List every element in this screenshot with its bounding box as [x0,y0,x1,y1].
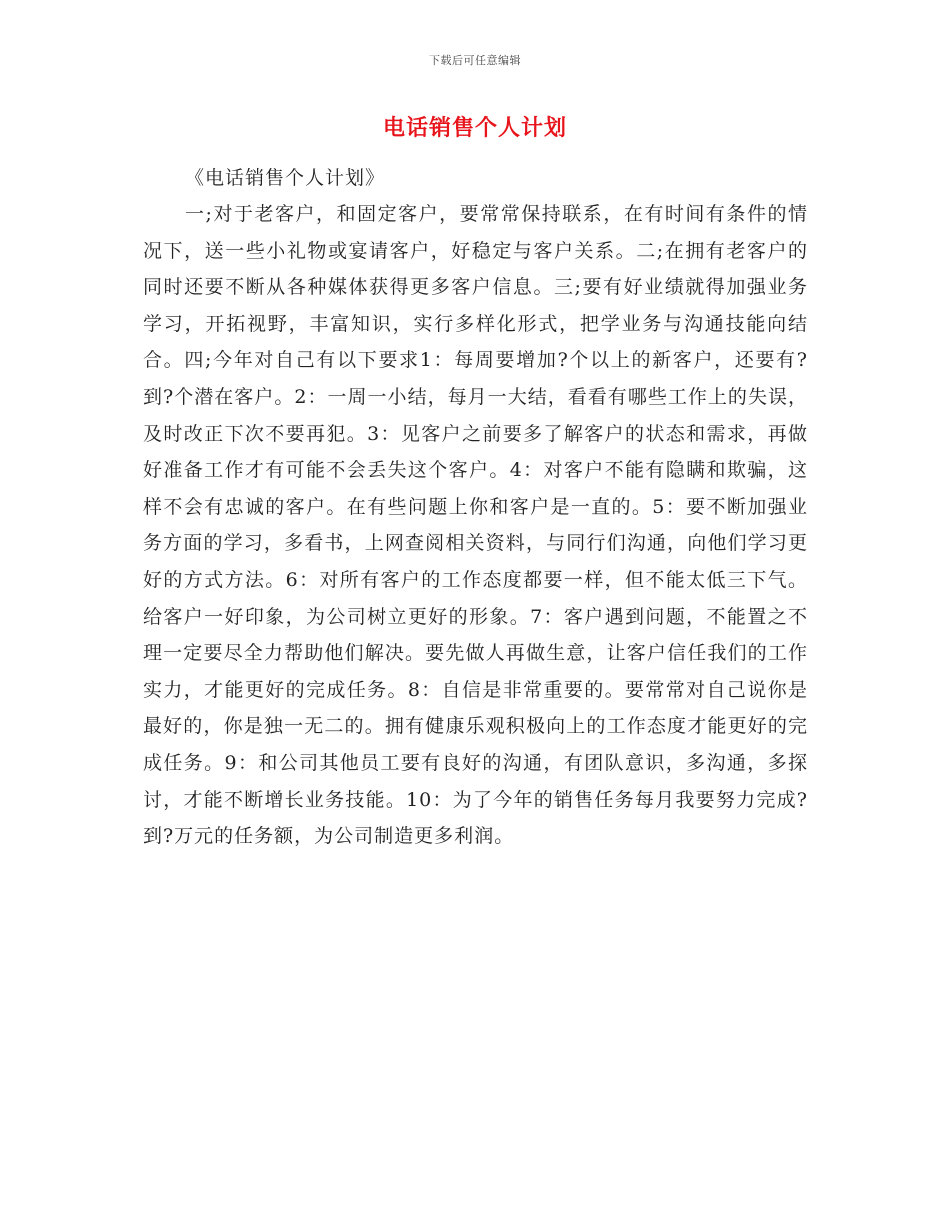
page-header-note: 下载后可任意编辑 [429,54,521,67]
document-body [143,160,808,855]
document-paragraph: 一;对于老客户，和固定客户，要常常保持联系，在有时间有条件的情况下，送一些小礼物或宴请客户，好稳定与客户关系。二;在拥有老客户的同时还要不断从各种媒体获得更多客户信息。三;要有好业绩就得加强业务学习，开拓视野，丰富知识，实行多样化形式，把学业务与沟通技能向结合。四;今年对自己有以下要求1：每周要增加?个以上的新客户，还要有?到?个潜在客户。2：一周一小结，每月一大结，看看有哪些工作上的失误，及时改正下次不要再犯。3：见客户之前要多了解客户的状态和需求，再做好准备工作才有可能不会丢失这个客户。4：对客户不能有隐瞒和欺骗，这样不会有忠诚的客户。在有些问题上你和客户是一直的。5：要不断加强业务方面的学习，多看书，上网查阅相关资料，与同行们沟通，向他们学习更好的方式方法。6：对所有客户的工作态度都要一样，但不能太低三下气。给客户一好印象，为公司树立更好的形象。7：客户遇到问题，不能置之不理一定要尽全力帮助他们解决。要先做人再做生意，让客户信任我们的工作实力，才能更好的完成任务。8：自信是非常重要的。要常常对自己说你是最好的，你是独一无二的。拥有健康乐观积极向上的工作态度才能更好的完成任务。9：和公司其他员工要有良好的沟通，有团队意识，多沟通，多探讨，才能不断增长业务技能。10：为了今年的销售任务每月我要努力完成?到?万元的任务额，为公司制造更多利润。 [143,203,808,848]
document-subtitle: 《电话销售个人计划》 [185,167,386,189]
document-title: 电话销售个人计划 [382,115,567,141]
